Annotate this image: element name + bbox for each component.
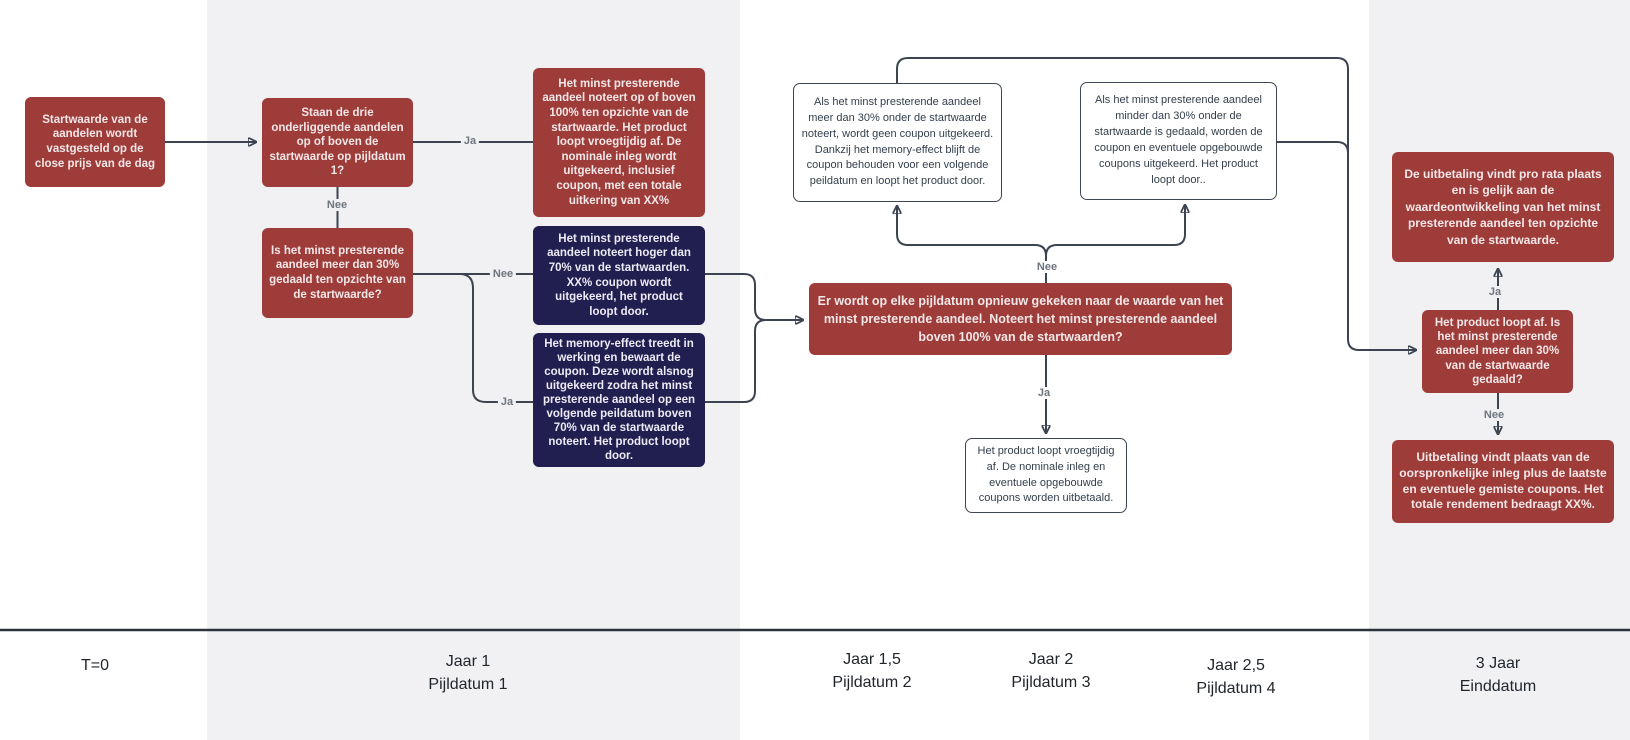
node-vroegtijdig-af (965, 438, 1127, 513)
node-uitkomst-boven-100 (533, 68, 705, 217)
timeline-item-jaar2-line2: Pijldatum 3 (1011, 674, 1091, 691)
node-uitbetaling-inleg-text: Uitbetaling vindt plaats van de oorspronkelijke inleg plus de laatste en eventuele gemiste coupons. Het totale rendement bedraagt XX%. (1399, 450, 1607, 512)
node-geen-coupon-memory (793, 83, 1002, 202)
timeline-item-jaar1-line1: Jaar 1 (445, 653, 491, 670)
timeline-item-t0 (81, 654, 109, 677)
edge-coupon-loopt-door-naar-einddatum (1277, 142, 1348, 175)
node-uitbetaling-pro-rata-text: De uitbetaling vindt pro rata plaats en is gelijk aan de waardeontwikkeling van het minst presterende aandeel ten opzichte van de startwaarde. (1404, 166, 1602, 247)
node-uitkomst-boven-70-text: Het minst presterende aandeel noteert hoger dan 70% van de startwaarden. XX% coupon wordt uitgekeerd, het product loopt door. (547, 232, 691, 318)
edge-check-nee-links (897, 206, 1046, 283)
timeline-item-jaar1 (428, 650, 507, 696)
timeline-item-jaar2-line1: Jaar 2 (1028, 651, 1074, 668)
edge-label-nee-3: Nee (1034, 261, 1060, 273)
node-startwaarde (25, 97, 165, 187)
edge-label-ja-3: Ja (1035, 387, 1053, 399)
edge-label-ja-2: Ja (498, 396, 516, 408)
node-vraag-pijldatum1-text: Staan de drie onderliggende aandelen op of boven de startwaarde op pijldatum 1? (269, 107, 406, 178)
node-vraag-einddatum-30pct (1422, 310, 1573, 393)
timeline-item-jaar2-5-line1: Jaar 2,5 (1207, 657, 1265, 674)
timeline-item-3jaar-line2: Einddatum (1459, 678, 1537, 695)
node-uitkomst-boven-70 (533, 226, 705, 325)
node-pijldatum-check (809, 283, 1232, 355)
timeline-item-jaar1-5 (832, 648, 911, 694)
edge-label-ja-4: Ja (1486, 286, 1504, 298)
node-vroegtijdig-af-text: Het product loopt vroegtijdig af. De nominale inleg en eventuele opgebouwde coupons worden uitbetaald. (977, 444, 1115, 505)
node-vraag-pijldatum1 (262, 98, 413, 187)
edge-label-nee-4: Nee (1481, 409, 1507, 421)
timeline-item-jaar1-line2: Pijldatum 1 (428, 676, 508, 693)
timeline-item-jaar2 (1011, 648, 1090, 694)
node-geen-coupon-memory-text: Als het minst presterende aandeel meer dan 30% onder de startwaarde noteert, wordt geen coupon uitgekeerd. Dankzij het memory-effect blijft de coupon behouden voor een volgende peildatum en loopt het product door. (801, 95, 994, 188)
timeline-item-3jaar-line1: 3 Jaar (1475, 655, 1521, 672)
node-coupon-uitgekeerd-text: Als het minst presterende aandeel minder dan 30% onder de startwaarde is gedaald, worden de coupon en eventuele opgebouwde coupons uitgekeerd. Het product loopt door.. (1094, 94, 1263, 186)
node-startwaarde-text: Startwaarde van de aandelen wordt vastgesteld op de close prijs van de dag (34, 113, 156, 170)
node-memory-effect-text: Het memory-effect treedt in werking en bewaart de coupon. Deze wordt alsnog uitgekeerd zodra het minst presterende aandeel op een volgende peildatum boven 70% van de startwaarde noteert. Het product loopt door. (542, 337, 696, 463)
timeline-item-jaar2-5-line2: Pijldatum 4 (1196, 680, 1276, 697)
node-uitbetaling-pro-rata (1392, 152, 1614, 262)
node-vraag-30pct-gedaald-text: Is het minst presterende aandeel meer dan 30% gedaald ten opzichte van de startwaarde? (269, 244, 406, 301)
timeline-item-jaar1-5-line2: Pijldatum 2 (832, 674, 912, 691)
node-pijldatum-check-text: Er wordt op elke pijldatum opnieuw gekeken naar de waarde van het minst presterende aandeel. Noteert het minst presterende aandeel boven 100% van de startwaarden? (817, 293, 1224, 345)
edge-label-ja-1: Ja (461, 135, 479, 147)
timeline-item-jaar2-5 (1196, 654, 1275, 700)
edge-label-nee-1: Nee (324, 199, 350, 211)
timeline-item-jaar1-5-line1: Jaar 1,5 (843, 651, 901, 668)
node-coupon-uitgekeerd (1080, 82, 1277, 200)
node-uitbetaling-inleg (1392, 440, 1614, 523)
timeline-item-t0-line1: T=0 (80, 657, 110, 674)
timeline-item-3jaar (1460, 652, 1537, 698)
edge-check-nee-rechts (1046, 205, 1185, 283)
node-vraag-30pct-gedaald (262, 228, 413, 318)
node-memory-effect (533, 333, 705, 467)
node-uitkomst-boven-100-text: Het minst presterende aandeel noteert op of boven 100% ten opzichte van de startwaarde. Het product loopt vroegtijdig af. De nominale inleg wordt uitgekeerd, inclusief coupon, met een totale uitkering van XX% (542, 77, 696, 207)
node-vraag-einddatum-30pct-text: Het product loopt af. Is het minst presterende aandeel meer dan 30% van de startwaarde gedaald? (1434, 317, 1561, 386)
edge-label-nee-2: Nee (490, 268, 516, 280)
